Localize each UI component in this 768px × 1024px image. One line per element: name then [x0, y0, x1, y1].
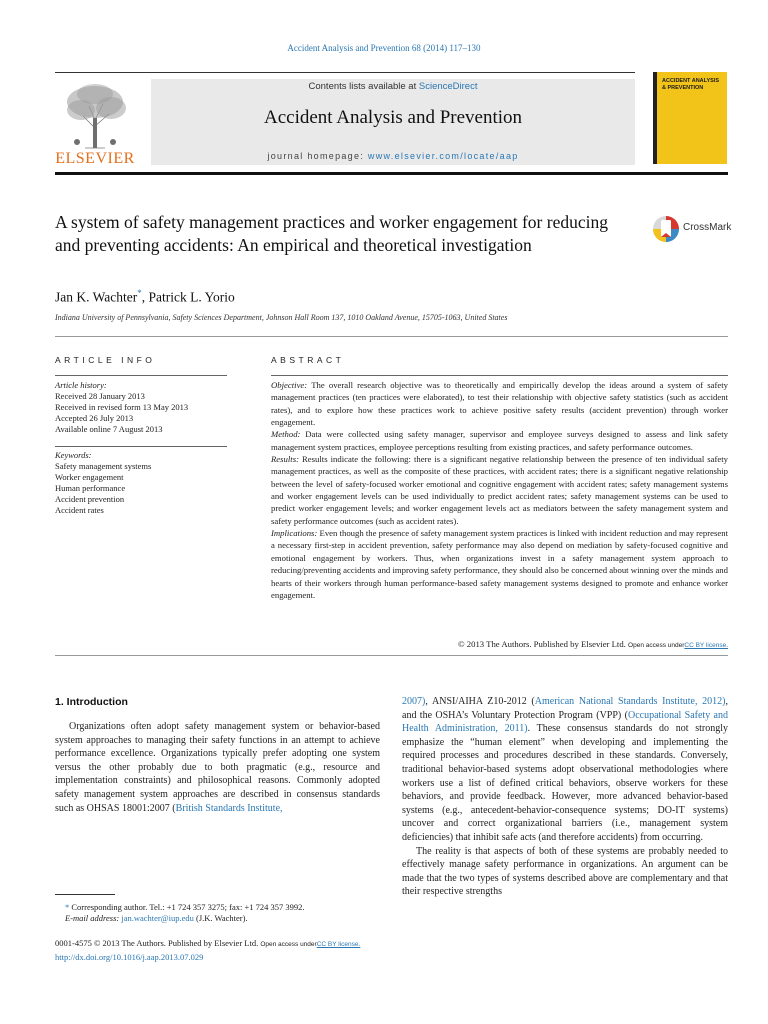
homepage-prefix: journal homepage:: [267, 151, 365, 161]
affiliation-rule: [55, 336, 728, 337]
author-wachter[interactable]: Jan K. Wachter: [55, 289, 138, 305]
cover-title: ACCIDENT ANALYSIS & PREVENTION: [662, 78, 720, 91]
abstract-implications: [271, 527, 728, 601]
keyword-item: Accident rates: [55, 505, 104, 515]
paragraph-text: . These consensus standards do not strongly emphasize the “human element” when developing and implementing the required processes and procedures described in these standards. Conversely, traditional behavior-based systems adopt observational methodologies where workers use a list of defined critical behaviors, observe workers for these behaviors, and provide feedback. However, more advanced behavior-based systems (e.g., antecedent-behavior-consequence systems; DO-IT systems) uncover and correct organizational barriers (i.e., management system deficiencies) that inhibit safe acts (and therefore accidents) from occurring.: [402, 723, 728, 843]
footnote-mark: *: [65, 902, 70, 912]
journal-citation[interactable]: Accident Analysis and Prevention 68 (2014) 117–130: [287, 43, 481, 53]
abstract-section-text: The overall research objective was to theoretically and empirically develop the ideas around a system of safety management practices (ten practices were elaborated), to test their relationship with objective safety statistics (such as accident rates), and to explore how these practices work to achieve positive safety results (accident prevention) through worker engagement.: [271, 380, 728, 428]
section-heading-introduction: 1. Introduction: [55, 696, 128, 708]
corresponding-author-mark[interactable]: *: [137, 288, 142, 298]
abstract-results: [271, 453, 728, 527]
contents-prefix: Contents lists available at: [308, 81, 417, 92]
email-note: [55, 913, 305, 924]
intro-paragraph-2: The reality is that aspects of both of these systems are probably needed to effectively manage safety performance in organizations. An argument can be made that the two types of systems described above are complementary and that their respective strengths: [402, 845, 728, 898]
abstract-section-label: Results:: [271, 454, 299, 465]
author-yorio[interactable]: Patrick L. Yorio: [148, 289, 235, 305]
header-top-rule: [55, 72, 635, 73]
email-label: E-mail address:: [65, 913, 120, 923]
citation-link-osha[interactable]: Occupational Safety and Health Administration, 2011): [402, 709, 728, 735]
paragraph-text: , ANSI/AIHA Z10-2012 (: [425, 696, 535, 707]
abstract-section-label: Method:: [271, 429, 301, 440]
cc-by-license-link[interactable]: CC BY license.: [684, 642, 728, 649]
keyword-item: Accident prevention: [55, 494, 125, 504]
open-access-text: Open access under: [260, 941, 317, 948]
body-right-column: [402, 695, 728, 899]
keyword-item: Human performance: [55, 483, 126, 493]
copyright-text: © 2013 The Authors. Published by Elsevier Ltd.: [457, 639, 626, 649]
crossmark-label: CrossMark: [683, 222, 732, 233]
email-link[interactable]: jan.wachter@iup.edu: [121, 913, 194, 923]
paper-title: A system of safety management practices and worker engagement for reducing and preventing accidents: An empirical and theoretical investigation: [55, 212, 608, 255]
cc-by-license-link[interactable]: CC BY license.: [316, 941, 361, 948]
paragraph-text: Organizations often adopt safety management system or behavior-based system approaches to managing their safety functions in an attempt to achieve performance excellence. Organizations typically prefer adopting one system versus the other probably due to both pragmatic (e.g., resource and implementation constraints) and philosophical reasons. Commonly adopted safety management system approaches are described in consensus standards such as OHSAS 18001:2007 (: [55, 721, 380, 814]
history-item: Received in revised form 13 May 2013: [55, 402, 189, 412]
abstract-section-text: Data were collected using safety manager, supervisor and employee surveys designed to assess and link safety management system practices, employee perceptions resulting from existing practices, and safety performance outcomes.: [271, 429, 728, 452]
crossmark-icon: [652, 213, 680, 245]
crossmark-badge[interactable]: [652, 213, 732, 245]
keywords-rule: [55, 446, 227, 447]
citation-link-bsi[interactable]: British Standards Institute,: [175, 802, 283, 814]
paragraph-text: , and the OSHA’s Voluntary Protection Program (VPP) (: [402, 696, 728, 721]
abstract-section-text: Even though the presence of safety management system practices is linked with incident reduction and may represent a necessary first-step in accident prevention, safety performance may also depend on mediation by safety-focused cognitive and emotional engagement by workers. Thus, when organizations invest in a safety management system approach to reducing/preventing accidents and improving safety performance, they should also be concerned about winning over the minds and hearts of their workers through human performance-based safety management systems designed to promote and enhance worker engagement.: [271, 528, 728, 600]
history-item: Received 28 January 2013: [55, 391, 145, 401]
citation-link-ansi[interactable]: American National Standards Institute, 2012): [534, 696, 726, 707]
article-history: [55, 380, 188, 435]
issn-line: [55, 937, 360, 951]
article-info-rule: [55, 375, 227, 376]
abstract-method: [271, 428, 728, 453]
doi-link[interactable]: http://dx.doi.org/10.1016/j.aap.2013.07.029: [55, 952, 204, 962]
authors: [55, 288, 235, 306]
keywords-list: [55, 450, 151, 516]
abstract-bottom-rule: [55, 655, 728, 656]
abstract-section-label: Implications:: [271, 528, 318, 539]
corresponding-author-note: [55, 902, 305, 913]
open-access-text: Open access under: [628, 642, 685, 649]
journal-name: Accident Analysis and Prevention: [263, 107, 523, 128]
keyword-item: Worker engagement: [55, 472, 124, 482]
article-info-heading: ARTICLE INFO: [55, 355, 156, 365]
publisher-logo-text: ELSEVIER: [55, 150, 135, 167]
footnote-rule: [55, 894, 115, 895]
body-left-column: [55, 720, 380, 815]
abstract-section-text: Results indicate the following: there is a significant negative relationship between the presence of ten individual safety management practices, as well as the composite of these practices, with accident rates; there is a significant negative relationship between the level of safety-focused worker emotional and cognitive engagement with accident rates; safety management systems and worker engagement levels can be used individually to predict accident rates; safety management systems can be used to predict worker engagement levels; and worker engagement levels act as mediators between the safety management system and safety performance outcomes (such as accident rates).: [271, 454, 728, 526]
footnote-text: Corresponding author. Tel.: +1 724 357 3275; fax: +1 724 357 3992.: [69, 902, 305, 912]
citation-link-bsi-year[interactable]: 2007): [402, 696, 426, 707]
journal-header: [151, 79, 635, 165]
intro-paragraph-1-cont: [402, 695, 728, 845]
tree-logo-icon: [55, 80, 135, 150]
journal-cover-image[interactable]: [653, 72, 727, 164]
intro-paragraph-1: [55, 720, 380, 815]
sciencedirect-link[interactable]: ScienceDirect: [418, 81, 478, 92]
issn-block: [55, 937, 360, 963]
history-item: Accepted 26 July 2013: [55, 413, 134, 423]
contents-line: [151, 81, 635, 92]
abstract-copyright: [271, 639, 728, 649]
keyword-item: Safety management systems: [55, 461, 152, 471]
author-separator: ,: [141, 289, 149, 305]
abstract-rule: [271, 375, 728, 376]
homepage-link[interactable]: www.elsevier.com/locate/aap: [367, 151, 519, 161]
keywords-label: Keywords:: [55, 450, 92, 460]
abstract-body: [271, 379, 728, 601]
abstract-heading: ABSTRACT: [271, 355, 345, 365]
abstract-section-label: Objective:: [271, 380, 308, 390]
homepage-line: [151, 151, 635, 161]
history-item: Available online 7 August 2013: [55, 424, 163, 434]
history-label: Article history:: [55, 380, 107, 390]
email-suffix: (J.K. Wachter).: [193, 913, 248, 923]
affiliation: Indiana University of Pennsylvania, Safety Sciences Department, Johnson Hall Room 137, 1010 Oakland Avenue, 15705-1063, United States: [55, 313, 508, 322]
issn-text: 0001-4575 © 2013 The Authors. Published by Elsevier Ltd.: [55, 938, 259, 948]
abstract-objective: [271, 379, 728, 428]
elsevier-logo: [55, 80, 135, 168]
header-bottom-rule: [55, 172, 728, 175]
footnote: [55, 902, 305, 924]
